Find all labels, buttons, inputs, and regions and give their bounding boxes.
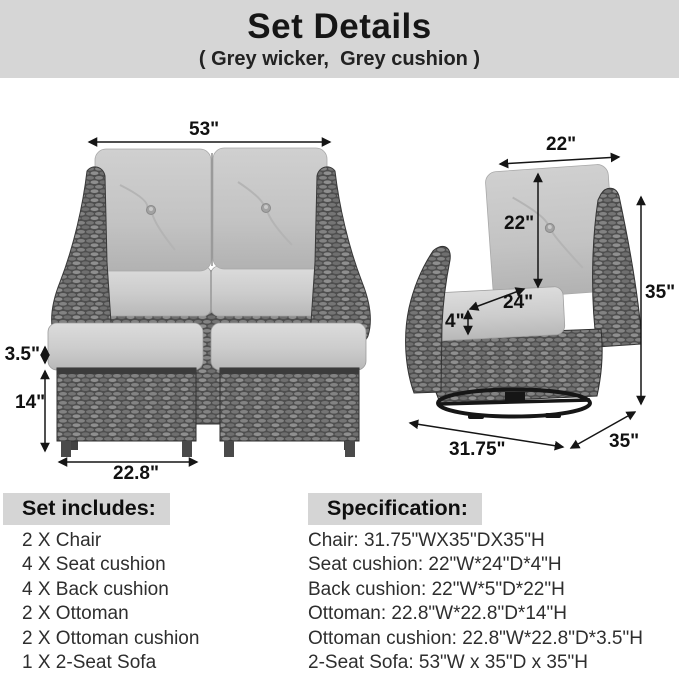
dim-label-chair-height: 35" (645, 282, 676, 303)
dim-label-chair-seat-cushion-height: 4" (445, 311, 465, 332)
dim-label-sofa-width: 53" (189, 119, 220, 140)
dim-label-chair-seat-depth: 24" (503, 292, 534, 313)
dim-label-ottoman-width: 22.8" (113, 463, 159, 484)
specification-section (308, 493, 643, 675)
list-item: 2 X Ottoman (22, 603, 129, 625)
list-item: 2 X Chair (22, 530, 102, 551)
dim-label-chair-width: 31.75" (449, 439, 506, 460)
list-item: Chair: 31.75"WX35"DX35"H (308, 530, 545, 551)
page-subtitle: ( Grey wicker, Grey cushion ) (198, 48, 481, 70)
list-item: 4 X Seat cushion (22, 554, 166, 576)
ottoman-left-illustration (48, 323, 203, 457)
page-title: Set Details (247, 7, 432, 46)
ottoman-right-illustration (211, 323, 366, 457)
specification-heading: Specification: (308, 493, 482, 525)
dim-label-chair-depth: 35" (609, 431, 640, 452)
swivel-base (438, 390, 590, 420)
list-item: Ottoman cushion: 22.8"W*22.8"D*3.5"H (308, 627, 643, 649)
list-item: Back cushion: 22"W*5"D*22"H (308, 578, 565, 600)
list-item: 2-Seat Sofa: 53"W x 35"D x 35"H (308, 652, 589, 674)
set-includes-section (3, 493, 199, 675)
list-item: Seat cushion: 22"W*24"D*4"H (308, 554, 562, 576)
list-item: 4 X Back cushion (22, 578, 169, 600)
dim-label-ottoman-height: 14" (15, 392, 46, 413)
list-item: 2 X Ottoman cushion (22, 627, 200, 649)
dim-label-ottoman-cushion-height: 3.5" (4, 344, 40, 365)
dim-label-chair-back-width: 22" (546, 134, 577, 155)
list-item: 1 X 2-Seat Sofa (22, 652, 157, 674)
specification-list (308, 529, 643, 675)
list-item: Ottoman: 22.8"W*22.8"D*14"H (308, 603, 567, 625)
dim-label-chair-back-height: 22" (504, 213, 535, 234)
set-includes-heading: Set includes: (3, 493, 170, 525)
set-includes-list (3, 529, 199, 675)
